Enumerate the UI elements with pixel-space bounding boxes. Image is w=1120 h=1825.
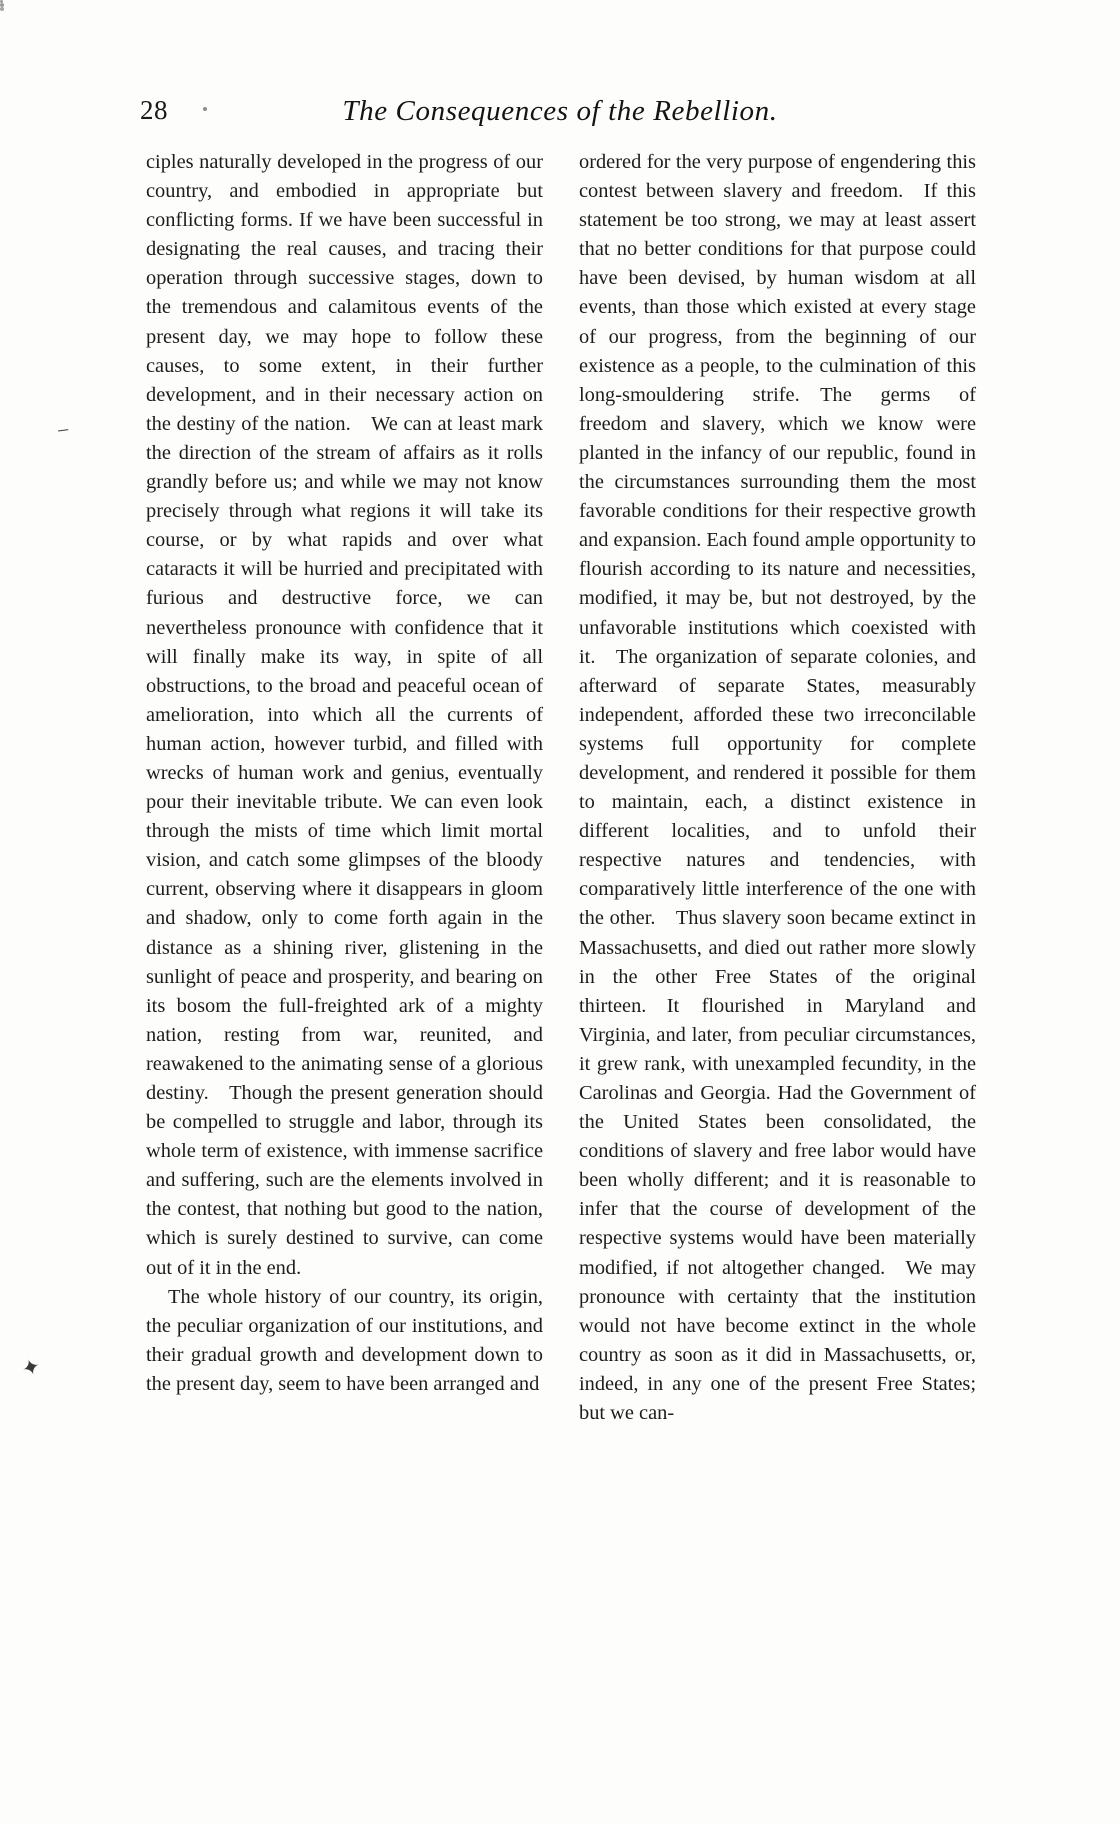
running-title: The Consequences of the Rebellion.: [342, 95, 778, 127]
paragraph: The whole history of our country, its origin, the peculiar organization of our institutions, and their gradual growth and development down to the present day, seem to have been arranged and: [146, 1285, 543, 1395]
margin-dash-mark-icon: –: [56, 417, 70, 441]
scan-speck-icon: [0, 7, 4, 11]
column-right: [579, 148, 976, 1428]
margin-blot-mark-icon: ✦: [18, 1352, 44, 1383]
page-header: [140, 95, 980, 135]
paragraph: ciples naturally developed in the progress of our country, and embodied in appropriate but conflicting forms. If we have been successful in designating the real causes, and tracing their operation through successive stages, down to the tremendous and calamitous events of the present day, we may hope to follow these causes, to some extent, in their further development, and in their necessary action on the destiny of the nation. We can at least mark the direction of the stream of affairs as it rolls grandly before us; and while we may not know precisely through what regions it will take its course, or by what rapids and over what cataracts it will be hurried and precipitated with furious and destructive force, we can nevertheless pronounce with confidence that it will finally make its way, in spite of all obstructions, to the broad and peaceful ocean of amelioration, into which all the currents of human action, however turbid, and filled with wrecks of human work and genius, eventually pour their inevitable tribute. We can even look through the mists of time which limit mortal vision, and catch some glimpses of the bloody current, observing where it disappears in gloom and shadow, only to come forth again in the distance as a shining river, glistening in the sunlight of peace and prosperity, and bearing on its bosom the full-freighted ark of a mighty nation, resting from war, reunited, and reawakened to the animating sense of a glorious destiny. Though the present generation should be compelled to struggle and labor, through its whole term of existence, with immense sacrifice and suffering, such are the elements involved in the contest, that nothing but good to the nation, which is surely destined to survive, can come out of it in the end.: [146, 151, 543, 1279]
body-columns: [146, 148, 976, 1428]
column-left: [146, 148, 543, 1428]
paragraph: ordered for the very purpose of engendering this contest between slavery and freedom. If this statement be too strong, we may at least assert that no better conditions for that purpose could have been devised, by human wisdom at all events, than those which existed at every stage of our progress, from the beginning of our existence as a people, to the culmination of this long-smouldering strife. The germs of freedom and slavery, which we know were planted in the infancy of our republic, found in the circumstances surrounding them the most favorable conditions for their respective growth and expansion. Each found ample opportunity to flourish according to its nature and necessities, modified, it may be, but not destroyed, by the unfavorable institutions which coexisted with it. The organization of separate colonies, and afterward of separate States, measurably independent, afforded these two irreconcilable systems full opportunity for complete development, and rendered it possible for them to maintain, each, a distinct existence in different localities, and to unfold their respective natures and tendencies, with comparatively little interference of the one with the other. Thus slavery soon became extinct in Massachusetts, and died out rather more slowly in the other Free States of the original thirteen. It flourished in Maryland and Virginia, and later, from peculiar circumstances, it grew rank, with unexampled fecundity, in the Carolinas and Georgia. Had the Government of the United States been consolidated, the conditions of slavery and free labor would have been wholly different; and it is reasonable to infer that the course of development of the respective systems would have been materially modified, if not altogether changed. We may pronounce with certainty that the institution would not have become extinct in the whole country as soon as it did in Massachusetts, or, indeed, in any one of the present Free States; but we can-: [579, 151, 976, 1425]
page-number: 28: [140, 95, 168, 125]
